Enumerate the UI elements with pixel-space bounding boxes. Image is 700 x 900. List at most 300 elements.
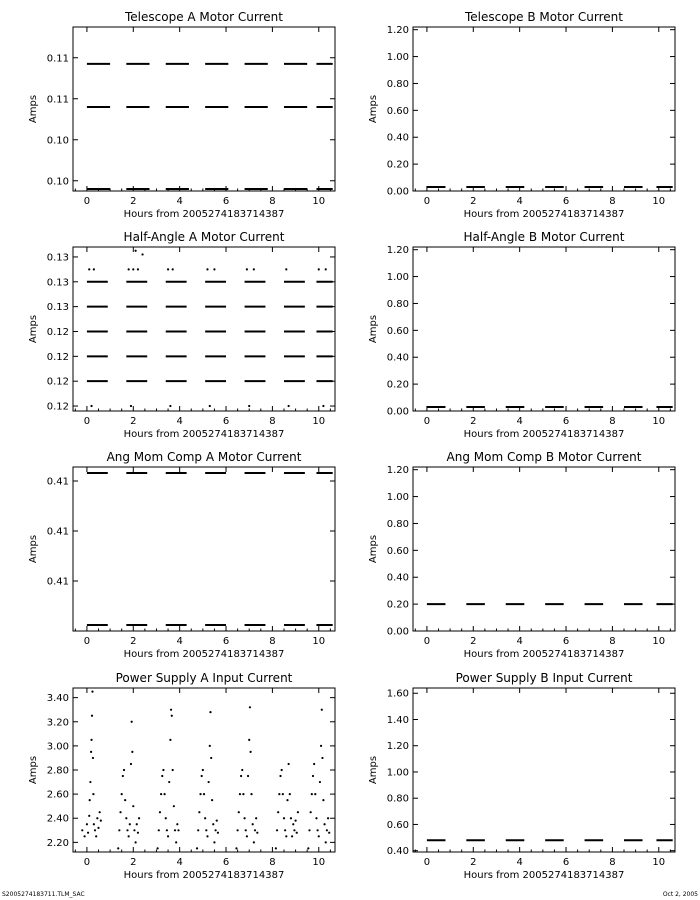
data-point [126, 829, 128, 831]
data-point [135, 841, 137, 843]
x-tick-label: 0 [83, 857, 91, 868]
data-point [239, 793, 241, 795]
y-tick-label: 2.80 [46, 765, 69, 777]
data-point [176, 823, 178, 825]
data-point [96, 817, 98, 819]
y-tick-label: 0.13 [46, 302, 69, 314]
data-point [128, 268, 130, 270]
data-point [121, 793, 123, 795]
data-point [256, 832, 258, 834]
chart-panel-3 [28, 230, 335, 440]
data-point [209, 405, 211, 407]
data-point [131, 751, 133, 753]
x-tick-label: 0 [83, 196, 91, 207]
plot-frame [73, 688, 335, 852]
y-tick-label: 0.13 [46, 252, 69, 264]
data-point [209, 745, 211, 747]
data-point [172, 769, 174, 771]
data-point [129, 823, 131, 825]
data-point [131, 721, 133, 723]
data-point [208, 781, 210, 783]
y-tick-label: 1.00 [386, 272, 409, 284]
data-point [285, 835, 287, 837]
data-point [283, 817, 285, 819]
x-tick-label: 2 [130, 416, 137, 427]
chart-title: Power Supply A Input Current [115, 671, 293, 685]
data-point [235, 847, 237, 849]
data-point [206, 268, 208, 270]
data-point [91, 691, 93, 693]
data-point [196, 847, 198, 849]
data-point [314, 793, 316, 795]
x-tick-label: 8 [269, 857, 276, 868]
data-point [88, 268, 90, 270]
data-point [275, 847, 277, 849]
data-point [322, 799, 324, 801]
data-point [246, 835, 248, 837]
x-axis-label: Hours from 2005274183714387 [463, 209, 625, 220]
x-tick-label: 0 [83, 416, 91, 427]
x-tick-label: 6 [222, 636, 230, 647]
y-tick-label: 0.41 [46, 576, 69, 588]
x-axis-label: Hours from 2005274183714387 [123, 429, 285, 440]
data-point [216, 820, 218, 822]
data-point [292, 823, 294, 825]
data-point [322, 405, 324, 407]
data-point [89, 781, 91, 783]
y-tick-label: 0.13 [46, 277, 69, 289]
data-point [328, 832, 330, 834]
data-point [206, 835, 208, 837]
y-tick-label: 0.00 [386, 626, 409, 638]
plot-frame [73, 27, 335, 191]
data-point [93, 268, 95, 270]
y-axis-label: Amps [28, 755, 39, 785]
y-tick-label: 0.00 [386, 186, 409, 198]
data-point [137, 832, 139, 834]
data-point [197, 829, 199, 831]
data-point [99, 811, 101, 813]
data-point [170, 709, 172, 711]
data-point [310, 811, 312, 813]
plot-frame [413, 467, 675, 631]
data-point [250, 751, 252, 753]
y-tick-label: 0.41 [46, 476, 69, 488]
x-tick-label: 6 [222, 416, 230, 427]
y-tick-label: 0.12 [46, 401, 69, 413]
data-point [297, 811, 299, 813]
plot-frame [413, 688, 675, 852]
y-axis-label: Amps [368, 314, 379, 344]
x-axis-label: Hours from 2005274183714387 [463, 429, 625, 440]
x-tick-label: 2 [130, 196, 137, 207]
y-tick-label: 1.20 [386, 25, 409, 37]
data-point [311, 793, 313, 795]
data-point [294, 820, 296, 822]
x-tick-label: 8 [609, 196, 616, 207]
x-tick-label: 8 [269, 636, 276, 647]
data-point [245, 829, 247, 831]
data-point [277, 811, 279, 813]
y-tick-label: 0.11 [46, 53, 69, 65]
y-tick-label: 3.20 [46, 717, 69, 729]
y-axis-label: Amps [28, 534, 39, 564]
data-point [252, 823, 254, 825]
data-point [247, 775, 249, 777]
data-point [90, 751, 92, 753]
data-point [296, 832, 298, 834]
plot-frame [73, 467, 335, 631]
y-tick-label: 0.10 [46, 135, 69, 147]
data-point [89, 799, 91, 801]
y-tick-label: 0.41 [46, 526, 69, 538]
data-point [249, 706, 251, 708]
data-point [326, 829, 328, 831]
y-tick-label: 3.00 [46, 741, 69, 753]
y-tick-label: 1.60 [386, 688, 409, 700]
chart-panel-5 [28, 450, 335, 660]
x-tick-label: 8 [609, 416, 616, 427]
data-point [136, 823, 138, 825]
x-axis-label: Hours from 2005274183714387 [463, 870, 625, 881]
data-point [159, 811, 161, 813]
plot-frame [73, 247, 335, 411]
data-point [255, 817, 257, 819]
x-tick-label: 4 [516, 196, 523, 207]
data-point [93, 823, 95, 825]
chart-title: Half-Angle A Motor Current [123, 230, 285, 244]
x-tick-label: 2 [470, 196, 477, 207]
x-tick-label: 2 [130, 857, 137, 868]
data-point [94, 829, 96, 831]
chart-panel-2 [368, 10, 675, 220]
data-point [212, 823, 214, 825]
data-point [217, 832, 219, 834]
data-point [313, 763, 315, 765]
x-tick-label: 4 [516, 636, 523, 647]
data-point [204, 817, 206, 819]
data-point [95, 835, 97, 837]
data-point [286, 799, 288, 801]
x-tick-label: 10 [652, 857, 666, 868]
x-tick-label: 4 [176, 857, 183, 868]
data-point [327, 817, 329, 819]
data-point [317, 829, 319, 831]
data-point [90, 739, 92, 741]
y-tick-label: 0.00 [386, 406, 409, 418]
data-point [92, 793, 94, 795]
data-point [173, 805, 175, 807]
chart-panel-1 [28, 10, 335, 220]
y-tick-label: 1.00 [386, 52, 409, 64]
data-point [253, 268, 255, 270]
x-tick-label: 10 [312, 196, 326, 207]
y-tick-label: 0.80 [386, 518, 409, 530]
data-point [211, 799, 213, 801]
data-point [132, 268, 134, 270]
chart-title: Telescope A Motor Current [125, 10, 283, 24]
data-point [279, 775, 281, 777]
data-point [87, 832, 89, 834]
x-tick-label: 8 [609, 857, 616, 868]
data-point [290, 817, 292, 819]
data-point [238, 811, 240, 813]
data-point [253, 841, 255, 843]
data-point [166, 829, 168, 831]
chart-panel-4 [368, 230, 675, 440]
data-point [100, 820, 102, 822]
data-point [162, 769, 164, 771]
y-tick-label: 0.12 [46, 376, 69, 388]
y-tick-label: 0.60 [386, 325, 409, 337]
x-tick-label: 10 [652, 416, 666, 427]
x-tick-label: 0 [423, 636, 431, 647]
data-point [241, 769, 243, 771]
data-point [130, 405, 132, 407]
data-point [284, 829, 286, 831]
data-point [307, 847, 309, 849]
data-point [169, 739, 171, 741]
data-point [141, 253, 143, 255]
y-tick-label: 0.40 [386, 572, 409, 584]
chart-title: Half-Angle B Motor Current [463, 230, 625, 244]
data-point [320, 745, 322, 747]
data-point [213, 268, 215, 270]
data-point [123, 769, 125, 771]
data-point [285, 268, 287, 270]
x-tick-label: 8 [269, 196, 276, 207]
y-tick-label: 0.20 [386, 599, 409, 611]
data-point [248, 405, 250, 407]
data-point [175, 841, 177, 843]
data-point [167, 268, 169, 270]
data-point [282, 793, 284, 795]
y-tick-label: 2.20 [46, 837, 69, 849]
data-point [289, 793, 291, 795]
x-tick-label: 0 [83, 636, 91, 647]
data-point [248, 739, 250, 741]
data-point [321, 757, 323, 759]
data-point [213, 841, 215, 843]
y-tick-label: 0.12 [46, 351, 69, 363]
x-tick-label: 2 [130, 636, 137, 647]
data-point [130, 763, 132, 765]
chart-title: Ang Mom Comp A Motor Current [106, 450, 302, 464]
footer-filename: S2005274183711.TLM_SAC [2, 891, 85, 898]
x-tick-label: 4 [176, 416, 183, 427]
data-point [293, 829, 295, 831]
y-tick-label: 0.40 [386, 132, 409, 144]
chart-title: Ang Mom Comp B Motor Current [446, 450, 642, 464]
y-tick-label: 0.60 [386, 819, 409, 831]
x-tick-label: 4 [516, 857, 523, 868]
x-tick-label: 2 [470, 416, 477, 427]
x-tick-label: 10 [312, 857, 326, 868]
x-tick-label: 6 [562, 416, 570, 427]
chart-title: Power Supply B Input Current [455, 671, 633, 685]
data-point [325, 841, 327, 843]
data-point [240, 775, 242, 777]
y-tick-label: 1.20 [386, 245, 409, 257]
x-tick-label: 0 [423, 857, 431, 868]
data-point [135, 250, 137, 252]
x-tick-label: 4 [516, 416, 523, 427]
data-point [174, 829, 176, 831]
x-axis-label: Hours from 2005274183714387 [123, 870, 285, 881]
y-tick-label: 0.20 [386, 379, 409, 391]
x-tick-label: 6 [562, 857, 570, 868]
y-tick-label: 0.80 [386, 78, 409, 90]
data-point [167, 835, 169, 837]
data-point [210, 757, 212, 759]
x-tick-label: 6 [222, 196, 230, 207]
data-point [246, 268, 248, 270]
x-tick-label: 10 [652, 196, 666, 207]
data-point [172, 268, 174, 270]
x-axis-label: Hours from 2005274183714387 [123, 649, 285, 660]
data-point [198, 811, 200, 813]
data-point [138, 817, 140, 819]
data-point [242, 793, 244, 795]
data-point [118, 829, 120, 831]
y-tick-label: 1.20 [386, 465, 409, 477]
y-tick-label: 1.20 [386, 741, 409, 753]
y-tick-label: 0.80 [386, 298, 409, 310]
x-tick-label: 10 [312, 416, 326, 427]
chart-panel-6 [368, 450, 675, 660]
x-tick-label: 6 [562, 196, 570, 207]
x-tick-label: 10 [652, 636, 666, 647]
y-axis-label: Amps [368, 755, 379, 785]
x-tick-label: 0 [423, 196, 431, 207]
y-tick-label: 0.11 [46, 94, 69, 106]
data-point [97, 827, 99, 829]
x-tick-label: 4 [176, 636, 183, 647]
data-point [157, 847, 159, 849]
data-point [132, 805, 134, 807]
data-point [168, 781, 170, 783]
data-point [133, 829, 135, 831]
plot-frame [413, 247, 675, 411]
data-point [202, 769, 204, 771]
data-point [325, 268, 327, 270]
y-axis-label: Amps [368, 534, 379, 564]
y-tick-label: 1.00 [386, 492, 409, 504]
data-point [171, 715, 173, 717]
data-point [137, 268, 139, 270]
data-point [177, 829, 179, 831]
y-tick-label: 0.60 [386, 545, 409, 557]
data-point [91, 715, 93, 717]
data-point [125, 817, 127, 819]
x-tick-label: 2 [470, 857, 477, 868]
y-tick-label: 0.60 [386, 105, 409, 117]
x-tick-label: 10 [312, 636, 326, 647]
x-tick-label: 6 [562, 636, 570, 647]
data-point [160, 793, 162, 795]
data-point [158, 829, 160, 831]
x-axis-label: Hours from 2005274183714387 [463, 649, 625, 660]
y-axis-label: Amps [368, 94, 379, 124]
data-point [163, 793, 165, 795]
data-point [278, 793, 280, 795]
x-axis-label: Hours from 2005274183714387 [123, 209, 285, 220]
data-point [128, 835, 130, 837]
data-point [237, 829, 239, 831]
y-tick-label: 2.60 [46, 789, 69, 801]
data-point [161, 775, 163, 777]
footer-date: Oct 2, 2005 [662, 891, 698, 898]
data-point [288, 405, 290, 407]
y-tick-label: 0.20 [386, 159, 409, 171]
x-tick-label: 8 [609, 636, 616, 647]
data-point [203, 793, 205, 795]
data-point [83, 835, 85, 837]
data-point [323, 823, 325, 825]
y-tick-label: 2.40 [46, 813, 69, 825]
data-point [281, 769, 283, 771]
y-tick-label: 3.40 [46, 693, 69, 705]
data-point [291, 835, 293, 837]
data-point [86, 823, 88, 825]
x-tick-label: 4 [176, 196, 183, 207]
x-tick-label: 6 [222, 857, 230, 868]
y-tick-label: 0.10 [46, 176, 69, 188]
data-point [243, 817, 245, 819]
y-axis-label: Amps [28, 94, 39, 124]
plot-frame [413, 27, 675, 191]
data-point [318, 268, 320, 270]
data-point [92, 757, 94, 759]
data-point [209, 711, 211, 713]
y-axis-label: Amps [28, 314, 39, 344]
data-point [90, 405, 92, 407]
data-point [88, 815, 90, 817]
data-point [254, 829, 256, 831]
chart-panel-7 [28, 671, 335, 881]
y-tick-label: 0.40 [386, 846, 409, 858]
y-tick-label: 0.40 [386, 352, 409, 364]
y-tick-label: 1.00 [386, 767, 409, 779]
data-point [169, 405, 171, 407]
data-point [250, 793, 252, 795]
x-tick-label: 0 [423, 416, 431, 427]
data-point [319, 781, 321, 783]
chart-panel-8 [368, 671, 675, 881]
y-tick-label: 0.80 [386, 793, 409, 805]
data-point [81, 829, 83, 831]
data-point [201, 775, 203, 777]
data-point [214, 829, 216, 831]
data-point [205, 829, 207, 831]
data-point [312, 775, 314, 777]
data-point [276, 829, 278, 831]
data-point [122, 775, 124, 777]
data-point [119, 811, 121, 813]
data-point [165, 817, 167, 819]
x-tick-label: 8 [269, 416, 276, 427]
data-point [117, 847, 119, 849]
data-point [321, 709, 323, 711]
data-point [288, 763, 290, 765]
x-tick-label: 2 [470, 636, 477, 647]
data-point [315, 817, 317, 819]
data-point [199, 793, 201, 795]
data-point [124, 799, 126, 801]
y-tick-label: 1.40 [386, 714, 409, 726]
data-point [318, 835, 320, 837]
y-tick-label: 0.12 [46, 326, 69, 338]
